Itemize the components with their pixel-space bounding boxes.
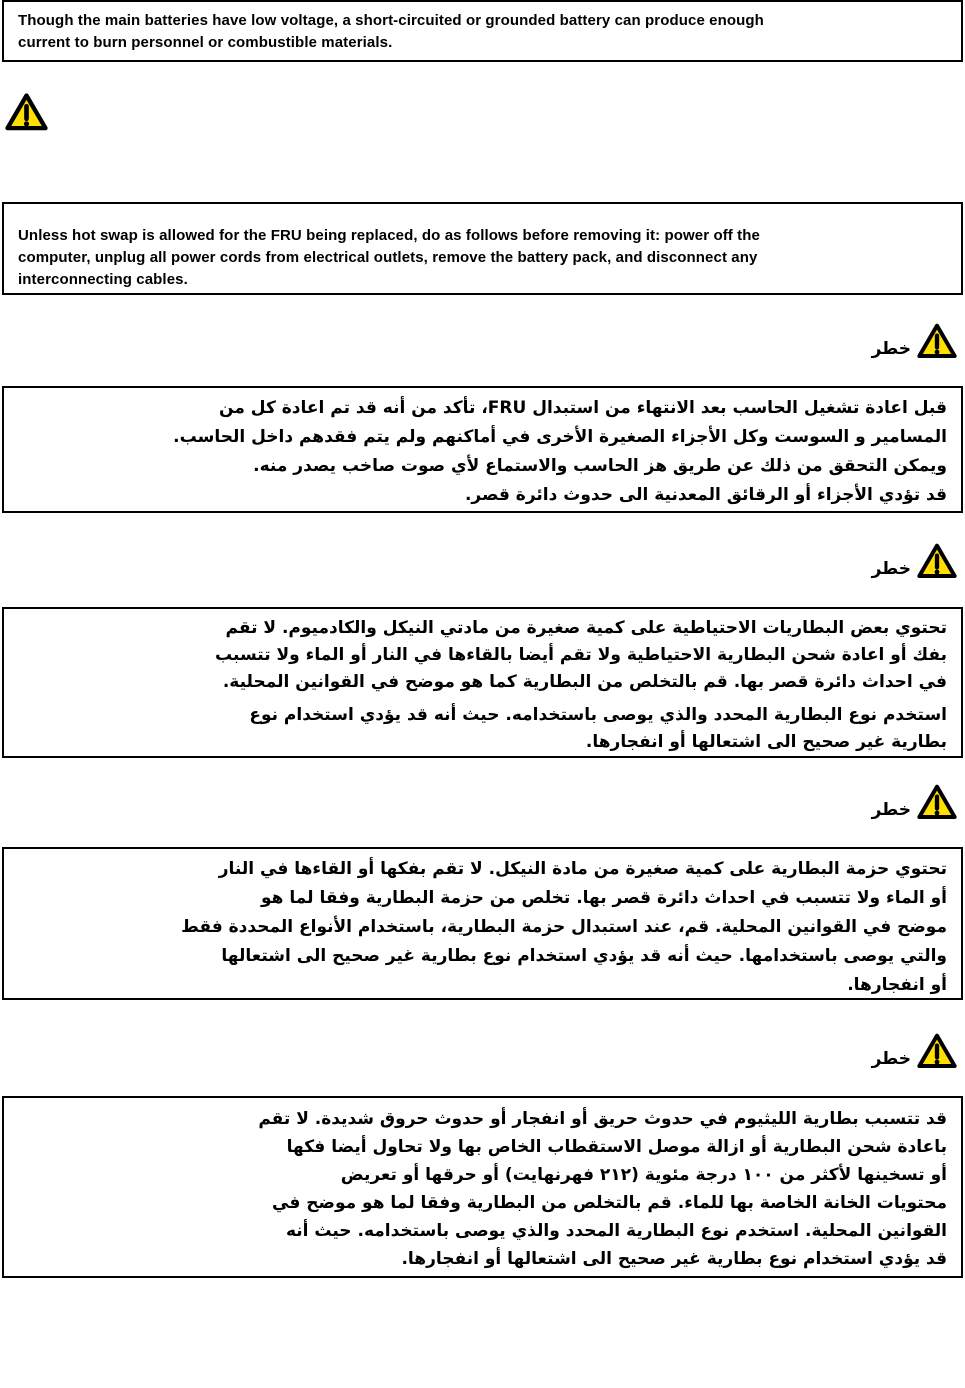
notice-line: أو تسخينها لأكثر من ١٠٠ درجة مئوية (٢١٢ فهرنهايت) أو حرقها أو تعريض <box>340 1165 947 1185</box>
notice-line: موضح في القوانين المحلية. قم، عند استبدال حزمة البطارية، باستخدام الأنواع المحددة فقط <box>181 917 947 937</box>
danger-marker <box>872 542 957 580</box>
safety-notice-box-ar-1 <box>2 386 963 513</box>
warning-triangle-icon <box>917 783 957 821</box>
notice-line: Unless hot swap is allowed for the FRU being replaced, do as follows before removing it: power off the <box>18 227 760 244</box>
danger-label: خطر <box>871 1049 911 1069</box>
notice-line: بطارية غير صحيح الى اشتعالها أو انفجارها. <box>585 732 947 752</box>
notice-line: بفك أو اعادة شحن البطارية الاحتياطية ولا تقم أيضا بالقاءها في النار أو الماء ولا تتسبب <box>215 645 947 665</box>
notice-line: تحتوي حزمة البطارية على كمية صغيرة من مادة النيكل. لا تقم بفكها أو القاءها في النار <box>218 859 947 879</box>
safety-notice-box-en-1 <box>2 0 963 62</box>
warning-triangle-icon <box>917 322 957 360</box>
warning-triangle-icon <box>917 1032 957 1070</box>
notice-line: باعادة شحن البطارية أو ازالة موصل الاستقطاب الخاص بها ولا تحاول أيضا فكها <box>286 1137 947 1157</box>
warning-triangle-icon <box>917 542 957 580</box>
notice-line: محتويات الخانة الخاصة بها للماء. قم بالتخلص من البطارية وفقا لما هو موضح في <box>272 1193 947 1213</box>
notice-line: المسامير و السوست وكل الأجزاء الصغيرة الأخرى في أماكنهم ولم يتم فقدهم داخل الحاسب. <box>173 427 947 447</box>
notice-line: interconnecting cables. <box>18 271 188 288</box>
notice-line: Though the main batteries have low voltage, a short-circuited or grounded battery can produce enough <box>18 12 764 29</box>
notice-line: تحتوي بعض البطاريات الاحتياطية على كمية صغيرة من مادتي النيكل والكادميوم. لا تقم <box>225 618 947 638</box>
notice-line: والتي يوصى باستخدامها. حيث أنه قد يؤدي استخدام نوع بطارية غير صحيح الى اشتعالها <box>221 946 947 966</box>
notice-line: current to burn personnel or combustible materials. <box>18 34 393 51</box>
safety-notice-box-ar-2 <box>2 607 963 758</box>
warning-triangle-icon <box>5 91 48 133</box>
danger-label: خطر <box>871 339 911 359</box>
safety-notice-box-ar-4 <box>2 1096 963 1278</box>
danger-label: خطر <box>871 800 911 820</box>
danger-marker <box>872 783 957 821</box>
notice-line: أو الماء ولا تتسبب في احداث دائرة قصر بها. تخلص من حزمة البطارية وفقا لما هو <box>261 888 947 908</box>
notice-line: computer, unplug all power cords from electrical outlets, remove the battery pack, and disconnect any <box>18 249 758 266</box>
safety-notice-box-en-2 <box>2 202 963 295</box>
notice-line: قد تؤدي الأجزاء أو الرقائق المعدنية الى حدوث دائرة قصر. <box>464 485 947 505</box>
danger-marker <box>872 1032 957 1070</box>
danger-label: خطر <box>871 559 911 579</box>
danger-marker <box>872 322 957 360</box>
notice-line: قبل اعادة تشغيل الحاسب بعد الانتهاء من استبدال FRU، تأكد من أنه قد تم اعادة كل من <box>219 398 947 418</box>
notice-line: قد يؤدي استخدام نوع بطارية غير صحيح الى اشتعالها أو انفجارها. <box>401 1249 947 1269</box>
notice-line: في احداث دائرة قصر بها. قم بالتخلص من البطارية كما هو موضح في القوانين المحلية. <box>222 672 947 692</box>
safety-notice-box-ar-3 <box>2 847 963 1000</box>
notice-line: قد تتسبب بطارية الليثيوم في حدوث حريق أو انفجار أو حدوث حروق شديدة. لا تقم <box>258 1109 947 1129</box>
notice-line: أو انفجارها. <box>847 975 947 995</box>
notice-line: استخدم نوع البطارية المحدد والذي يوصى باستخدامه. حيث أنه قد يؤدي استخدام نوع <box>249 705 947 725</box>
notice-line: ويمكن التحقق من ذلك عن طريق هز الحاسب والاستماع لأي صوت صاخب يصدر منه. <box>253 456 947 476</box>
notice-line: القوانين المحلية. استخدم نوع البطارية المحدد والذي يوصى باستخدامه. حيث أنه <box>285 1221 947 1241</box>
